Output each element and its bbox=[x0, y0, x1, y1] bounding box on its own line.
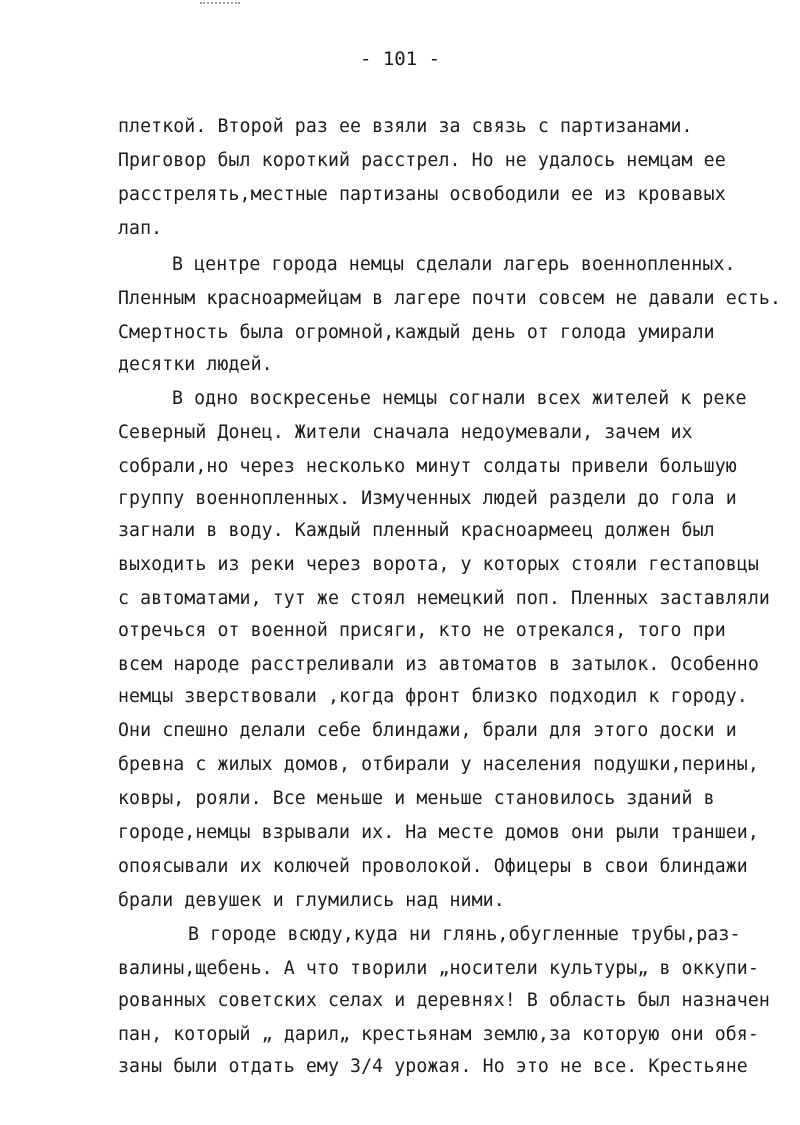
text-line: загнали в воду. Каждый пленный красноармеец должен был bbox=[118, 520, 715, 541]
text-line: Они спешно делали себе блиндажи, брали для этого доски и bbox=[118, 720, 737, 741]
text-line: немцы зверствовали ,когда фронт близко подходил к городу. bbox=[118, 686, 748, 707]
text-line: Смертность была огромной,каждый день от голода умирали bbox=[118, 322, 715, 343]
text-line: пан, который „ дарил„ крестьянам землю,за которую они обя- bbox=[118, 1024, 759, 1045]
text-line: плеткой. Второй раз ее взяли за связь с партизанами. bbox=[118, 116, 693, 137]
text-line: лап. bbox=[118, 218, 163, 239]
text-line: с автоматами, тут же стоял немецкий поп. Пленных заставляли bbox=[118, 588, 770, 609]
text-line: группу военнопленных. Измученных людей раздели до гола и bbox=[118, 488, 737, 509]
text-line: ковры, рояли. Все меньше и меньше становилось зданий в bbox=[118, 788, 715, 809]
text-line: расстрелять,местные партизаны освободили ее из кровавых bbox=[118, 184, 726, 205]
text-line: выходить из реки через ворота, у которых стояли гестаповцы bbox=[118, 554, 759, 575]
page-number: - 101 - bbox=[359, 48, 441, 70]
text-line: валины,щебень. А что творили „носители культуры„ в оккупи- bbox=[118, 958, 759, 979]
text-line: заны были отдать ему 3/4 урожая. Но это не все. Крестьяне bbox=[118, 1056, 748, 1077]
text-line: всем народе расстреливали из автоматов в затылок. Особенно bbox=[118, 654, 759, 675]
text-line: брали девушек и глумились над ними. bbox=[118, 890, 505, 911]
text-line: Приговор был короткий расстрел. Но не удалось немцам ее bbox=[118, 150, 726, 171]
text-line: отречься от военной присяги, кто не отрекался, того при bbox=[118, 620, 726, 641]
text-line: собрали,но через несколько минут солдаты привели большую bbox=[118, 456, 737, 477]
text-line: десятки людей. bbox=[118, 354, 273, 375]
scan-speck bbox=[200, 2, 240, 7]
text-line: бревна с жилых домов, отбирали у населения подушки,перины, bbox=[118, 754, 759, 775]
text-line: рованных советских селах и деревнях! В область был назначен bbox=[118, 990, 770, 1011]
text-line: В городе всюду,куда ни глянь,обугленные трубы,раз- bbox=[188, 924, 741, 945]
text-line: городе,немцы взрывали их. На месте домов они рыли траншеи, bbox=[118, 822, 759, 843]
text-line: В одно воскресенье немцы согнали всех жителей к реке bbox=[172, 388, 747, 409]
text-line: Пленным красноармейцам в лагере почти совсем не давали есть. bbox=[118, 288, 781, 309]
text-line: Северный Донец. Жители сначала недоумевали, зачем их bbox=[118, 422, 693, 443]
text-line: опоясывали их колючей проволокой. Офицеры в свои блиндажи bbox=[118, 856, 748, 877]
text-line: В центре города немцы сделали лагерь военнопленных. bbox=[172, 254, 736, 275]
